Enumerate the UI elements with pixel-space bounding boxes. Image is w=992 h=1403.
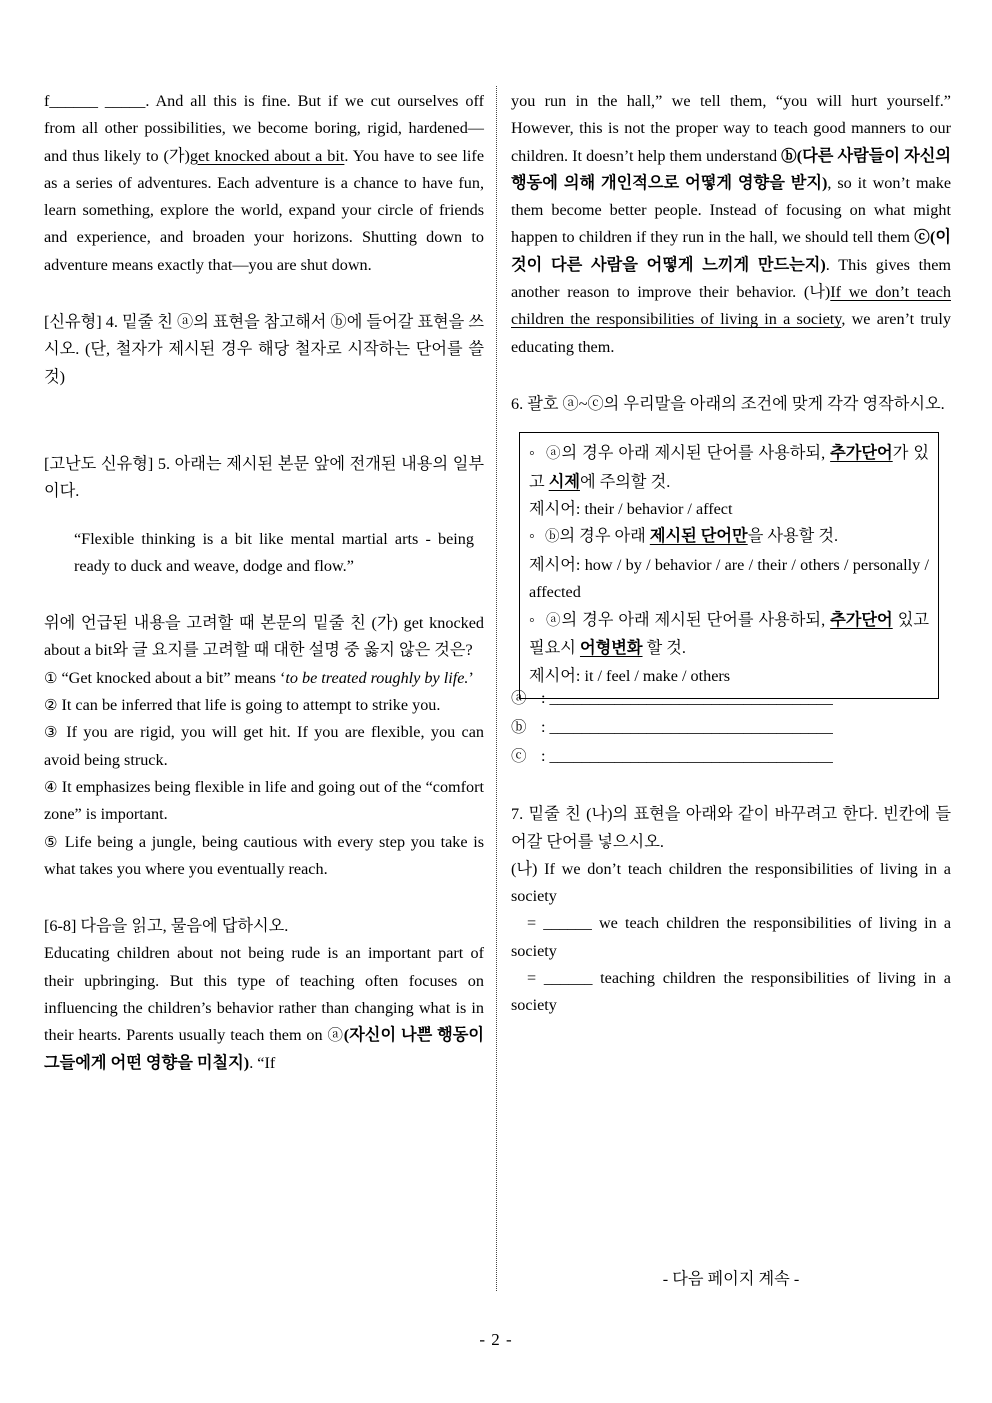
spacer: [44, 883, 484, 913]
condition-2-emph-1: 제시된 단어만: [649, 527, 748, 546]
option-2: [44, 692, 484, 719]
condition-3-pre: 의 경우 아래 제시된 단어를 사용하되,: [561, 610, 831, 629]
condition-1-words-label: 제시어:: [529, 500, 585, 519]
page-number: - 2 -: [479, 1330, 513, 1349]
option-1-italic: to be treated roughly by life.: [285, 668, 469, 687]
condition-2-pre: 의 경우 아래: [559, 527, 650, 546]
condition-2-words: [529, 552, 929, 607]
passage-2b-text-3: . This gives them another reason to improve their behavior.: [511, 255, 951, 302]
condition-1-post: 에 주의할 것.: [579, 472, 671, 491]
condition-box: [519, 432, 939, 699]
condition-3-words-label: 제시어:: [529, 666, 585, 685]
marker-na: (나): [803, 283, 831, 302]
spacer: [511, 361, 951, 391]
spacer: [44, 506, 484, 526]
passage-2b-text-2: , so it won’t make them become better people. Instead of focusing on what might happen to children if they run in the hall, we should tell them: [511, 173, 952, 247]
option-4-number: ④: [44, 777, 58, 796]
answer-b-separator: :: [541, 718, 546, 737]
column-divider: [496, 86, 497, 1291]
question-5-intro: [고난도 신유형] 5. 아래는 제시된 본문 앞에 전개된 내용의 일부이다.: [44, 454, 484, 501]
passage-2-part-1: [44, 940, 484, 1076]
condition-3-emph-1: 추가단어: [830, 610, 893, 629]
korean-bold-b: (다른 사람들이 자신의 행동에 의해 개인적으로 어떻게 영향을 받지): [511, 146, 951, 192]
condition-1-pre: 의 경우 아래 제시된 단어를 사용하되,: [561, 444, 831, 463]
spacer: [44, 391, 484, 451]
passage-text-1: And all this is fine. But if we cut ourselves off from all other possibilities, we become boring, rigid, hardened—and thus likely to: [44, 92, 485, 165]
option-1-number: ①: [44, 668, 58, 687]
right-column: [511, 88, 951, 1020]
spacer: [44, 279, 484, 309]
condition-3-words-value: it / feel / make / others: [584, 666, 731, 685]
answer-c-blank[interactable]: ___________________________________: [549, 747, 833, 766]
left-column: [44, 88, 484, 1077]
answer-a-blank[interactable]: ___________________________________: [549, 689, 833, 708]
passage-text-2: . You have to see life as a series of adventures. Each adventure is a chance to have fun, learn something, explore the world, expand your circle of friends and experience, and broaden your horizons. Shutting down to adventure means exactly that—you are shut down.: [44, 146, 485, 274]
korean-bold-c: (이것이 다른 사람을 어떻게 느끼게 만드는지): [511, 228, 951, 274]
question-5-quote: “Flexible thinking is a bit like mental martial arts - being ready to duck and weave, dodge and flow.”: [74, 529, 474, 575]
underlined-phrase-ga: get knocked about a bit: [189, 146, 345, 165]
question-5-stem: 위에 언급된 내용을 고려할 때 본문의 밑줄 친 (가) get knocked about a bit와 글 요지를 고려할 때 대한 설명 중 옳지 않은 것은?: [44, 614, 484, 660]
answer-b-blank[interactable]: ___________________________________: [549, 718, 833, 737]
condition-2-marker: ⓑ: [545, 529, 560, 546]
answer-c-separator: :: [541, 747, 546, 766]
option-4: [44, 774, 484, 829]
condition-1-words-value: their / behavior / affect: [584, 500, 733, 519]
answer-a-separator: :: [541, 689, 546, 708]
bullet-icon: ◦: [529, 444, 535, 463]
condition-1-emph-2: 시제: [548, 472, 580, 491]
option-1: [44, 665, 484, 692]
question-7-rewrite-2: = ______ teaching children the responsibilities of living in a society: [511, 969, 951, 1015]
option-3-text: If you are rigid, you will get hit. If you are flexible, you can avoid being struck.: [44, 723, 485, 769]
condition-2-words-value: how / by / behavior / are / their / others / personally / affected: [529, 555, 929, 602]
condition-3-mid: 있고 필요시: [529, 610, 929, 658]
option-1-text: “Get knocked about a bit” means ‘: [61, 668, 286, 687]
question-7-stem: 7. 밑줄 친 (나)의 표현을 아래와 같이 바꾸려고 한다. 빈칸에 들어갈 단어를 넣으시오.: [511, 805, 951, 851]
option-3-number: ③: [44, 723, 60, 742]
option-5-text: Life being a jungle, being cautious with every step you take is what takes you where you eventually reach.: [44, 832, 485, 878]
condition-1-words: [529, 496, 929, 523]
korean-bold-a: (자신이 나쁜 행동이 그들에게 어떤 영향을 미칠지): [44, 1026, 484, 1072]
option-4-text: It emphasizes being flexible in life and going out of the “comfort zone” is important.: [44, 777, 485, 824]
condition-3-emph-2: 어형변화: [579, 639, 643, 658]
passage-2-text-1: Educating children about not being rude is an important part of their upbringing. But this type of teaching often focuses on influencing the children’s behavior rather than changing what is in their hearts. Parents usually teach them on: [44, 944, 484, 1045]
condition-3: [529, 607, 929, 663]
option-3: [44, 719, 484, 774]
passage-2b-text-1: you run in the hall,” we tell them, “you will hurt yourself.” However, this is not the proper way to teach good manners to our children. It doesn’t help them understand: [511, 92, 951, 165]
question-6-stem: 6. 괄호 ⓐ~ⓒ의 우리말을 아래의 조건에 맞게 각각 영작하시오.: [511, 394, 945, 413]
option-5: [44, 829, 484, 884]
option-2-number: ②: [44, 696, 58, 715]
condition-3-marker: ⓐ: [545, 612, 562, 629]
question-6-8-header: [6-8] 다음을 읽고, 물음에 답하시오.: [44, 917, 289, 936]
continue-note: - 다음 페이지 계속 -: [662, 1270, 800, 1288]
spacer: [511, 771, 951, 801]
passage-2-text-2: . “If: [249, 1053, 276, 1072]
underlined-phrase-na: If we don’t teach children the responsibilities of living in a society: [511, 283, 951, 329]
condition-1-emph-1: 추가단어: [830, 444, 893, 463]
answer-b-label: ⓑ: [511, 718, 527, 737]
condition-3-post: 할 것.: [642, 639, 686, 658]
condition-box-wrapper: [511, 432, 951, 684]
question-7-original: (나) If we don’t teach children the responsibilities of living in a society: [511, 859, 951, 906]
option-1-tail: ’: [468, 668, 474, 687]
condition-3-words: [529, 663, 929, 690]
condition-1-mid: 가 있고: [529, 444, 929, 491]
question-4: [신유형] 4. 밑줄 친 ⓐ의 표현을 참고해서 ⓑ에 들어갈 표현을 쓰시오. (단, 철자가 제시된 경우 해당 철자로 시작하는 단어를 쓸 것): [44, 313, 484, 386]
condition-1-marker: ⓐ: [545, 446, 562, 463]
answer-row-b: [511, 713, 951, 742]
question-7-rewrite-1: = ______ we teach children the responsibilities of living in a society: [511, 914, 951, 960]
spacer: [44, 580, 484, 610]
condition-2: [529, 523, 929, 551]
answer-row-c: [511, 742, 951, 771]
condition-2-mid: 을 사용할 것.: [747, 527, 839, 546]
marker-a-icon: ⓐ: [327, 1026, 344, 1045]
passage-2-part-2: [511, 88, 951, 361]
option-5-number: ⑤: [44, 832, 60, 851]
marker-b-icon: ⓑ: [781, 146, 797, 165]
passage-lead-blank: f______ _____.: [44, 92, 150, 110]
bullet-icon: ◦: [529, 527, 535, 546]
marker-c-icon: ⓒ: [914, 228, 930, 247]
passage-continuation: [44, 88, 484, 279]
marker-ga: (가): [163, 146, 190, 165]
option-2-text: It can be inferred that life is going to attempt to strike you.: [61, 696, 441, 715]
passage-2b-text-4: , we aren’t truly educating them.: [511, 310, 951, 356]
answer-c-label: ⓒ: [511, 747, 527, 766]
condition-2-words-label: 제시어:: [529, 555, 585, 574]
answer-a-label: ⓐ: [511, 689, 527, 708]
bullet-icon: ◦: [529, 610, 535, 629]
condition-1: [529, 440, 929, 496]
